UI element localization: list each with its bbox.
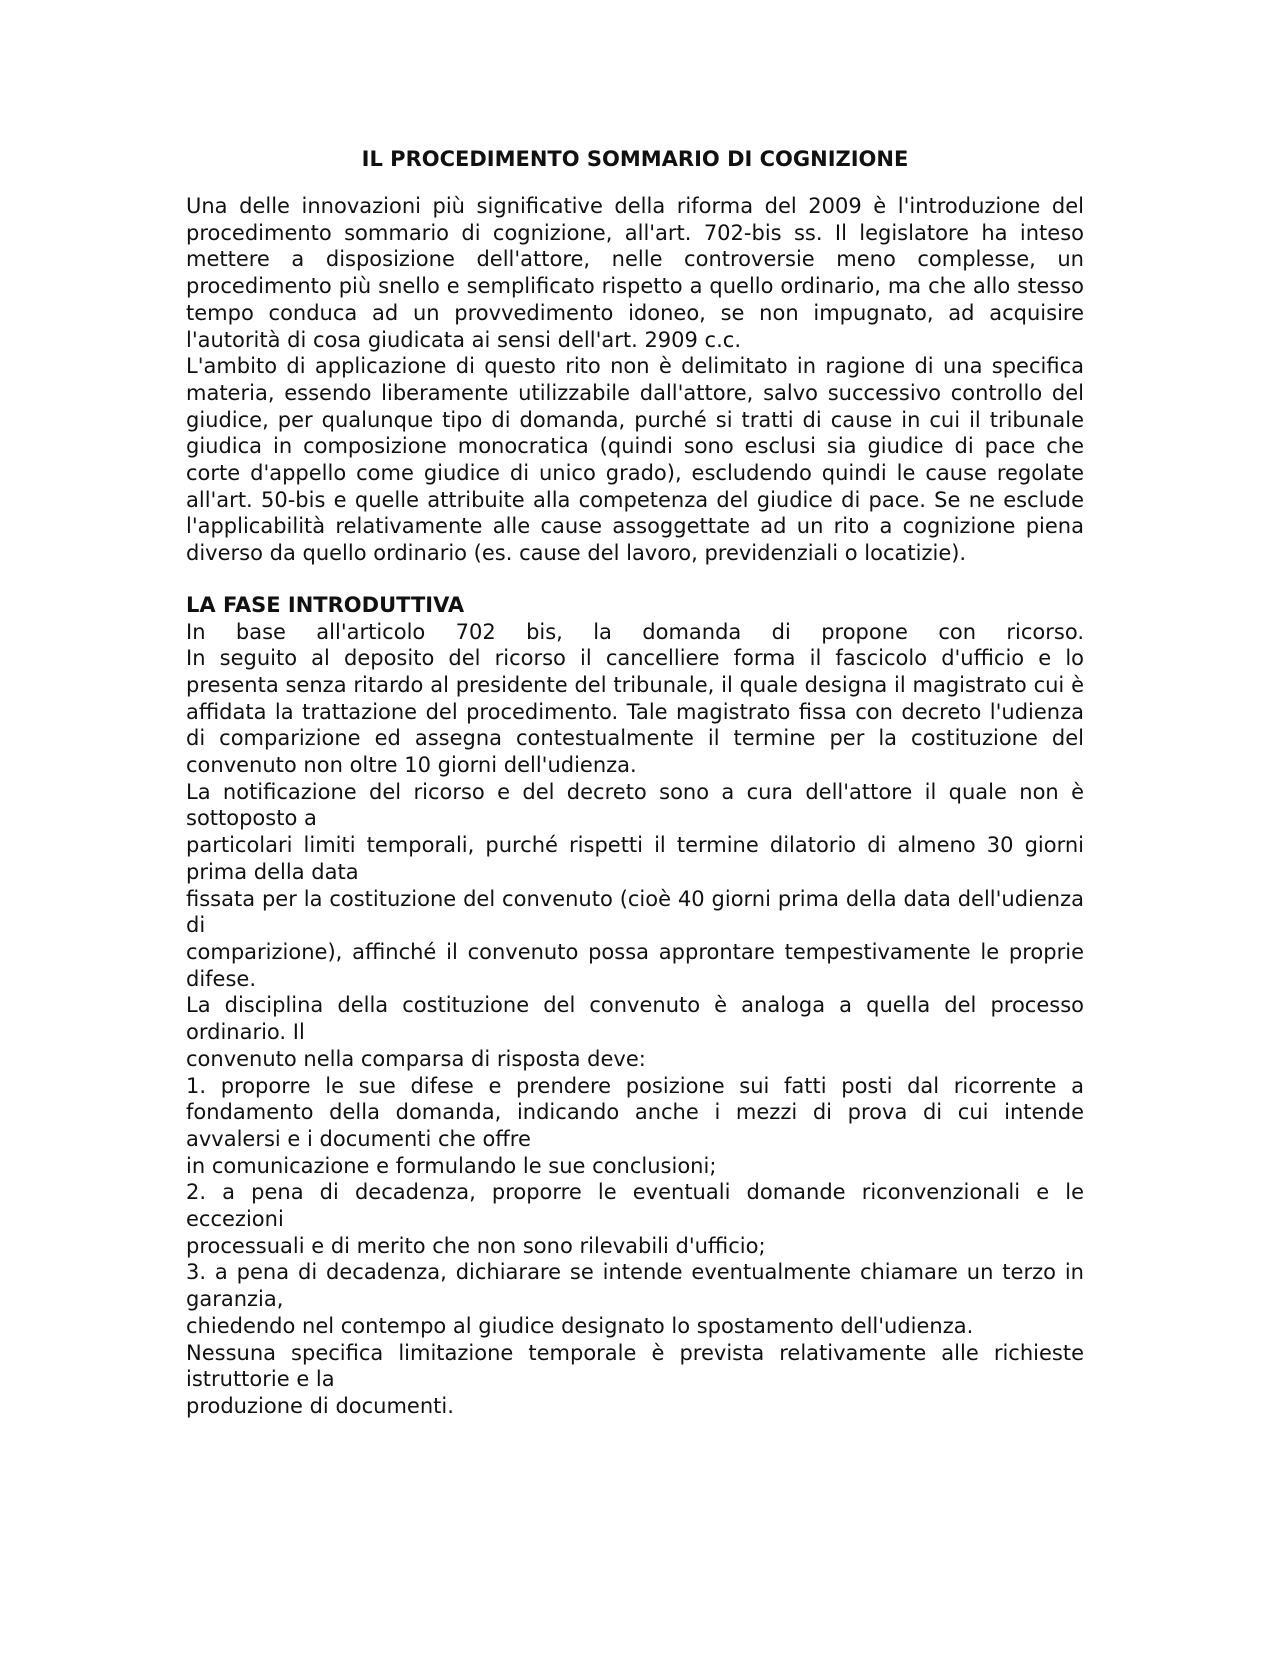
document-title: IL PROCEDIMENTO SOMMARIO DI COGNIZIONE — [361, 147, 909, 171]
intro-paragraph-2: L'ambito di applicazione di questo rito non è delimitato in ragione di una specifica materia, essendo liberamente utilizzabile dall'attore, salvo successivo controllo del giudice, per qualunque tipo di domanda, purché si tratti di cause in cui il tribunale giudica in composizione monocratica (quindi sono esclusi sia giudice di pace che corte d'appello come giudice di unico grado), escludendo quindi le cause regolate all'art. 50-bis e quelle attribuite alla competenza del giudice di pace. Se ne esclude l'applicabilità relativamente alle cause assoggettate ad un rito a cognizione piena diverso da quello ordinario (es. cause del lavoro, previdenziali o locatizie). — [186, 354, 1084, 566]
intro-paragraph-1: Una delle innovazioni più significative della riforma del 2009 è l'introduzione del procedimento sommario di cognizione, all'art. 702-bis ss. Il legislatore ha inteso mettere a disposizione dell'attore, nelle controversie meno complesse, un procedimento più snello e semplificato rispetto a quello ordinario, ma che allo stesso tempo conduca ad un provvedimento idoneo, se non impugnato, ad acquisire l'autorità di cosa giudicata ai sensi dell'art. 2909 c.c. — [186, 194, 1084, 352]
text-line: La notificazione del ricorso e del decreto sono a cura dell'attore il quale non è sottoposto a — [186, 779, 1084, 831]
text-line: processuali e di merito che non sono rilevabili d'ufficio; — [186, 1233, 766, 1258]
text-line: 3. a pena di decadenza, dichiarare se intende eventualmente chiamare un terzo in garanzia, — [186, 1260, 1084, 1312]
text-line: produzione di documenti. — [186, 1393, 454, 1418]
text-line: chiedendo nel contempo al giudice designato lo spostamento dell'udienza. — [186, 1313, 974, 1338]
text-line: in comunicazione e formulando le sue conclusioni; — [186, 1153, 717, 1178]
document-page — [186, 145, 1084, 1420]
text-line: comparizione), affinché il convenuto possa approntare tempestivamente le proprie difese. — [186, 939, 1084, 991]
text-line: 1. proporre le sue difese e prendere posizione sui fatti posti dal ricorrente a fondamento della domanda, indicando anche i mezzi di prova di cui intende avvalersi e i documenti che offre — [186, 1073, 1084, 1151]
section-heading: LA FASE INTRODUTTIVA — [186, 592, 465, 617]
text-line: La disciplina della costituzione del convenuto è analoga a quella del processo ordinario. Il — [186, 993, 1084, 1045]
section-paragraph-1: In seguito al deposito del ricorso il cancelliere forma il fascicolo d'ufficio e lo presenta senza ritardo al presidente del tribunale, il quale designa il magistrato cui è affidata la trattazione del procedimento. Tale magistrato fissa con decreto l'udienza di comparizione ed assegna contestualmente il termine per la costituzione del convenuto non oltre 10 giorni dell'udienza. — [186, 646, 1084, 778]
text-line: convenuto nella comparsa di risposta deve: — [186, 1046, 646, 1071]
text-line: Nessuna specifica limitazione temporale è prevista relativamente alle richieste istruttorie e la — [186, 1340, 1084, 1392]
text-line: 2. a pena di decadenza, proporre le eventuali domande riconvenzionali e le eccezioni — [186, 1180, 1084, 1232]
text-lines — [186, 779, 1084, 1420]
text-line: fissata per la costituzione del convenuto (cioè 40 giorni prima della data dell'udienza di — [186, 886, 1084, 938]
text-line: particolari limiti temporali, purché rispetti il termine dilatorio di almeno 30 giorni prima della data — [186, 833, 1084, 884]
section-line-1: In base all'articolo 702 bis, la domanda di propone con ricorso. — [186, 619, 1084, 644]
section-spacer — [186, 567, 1084, 592]
